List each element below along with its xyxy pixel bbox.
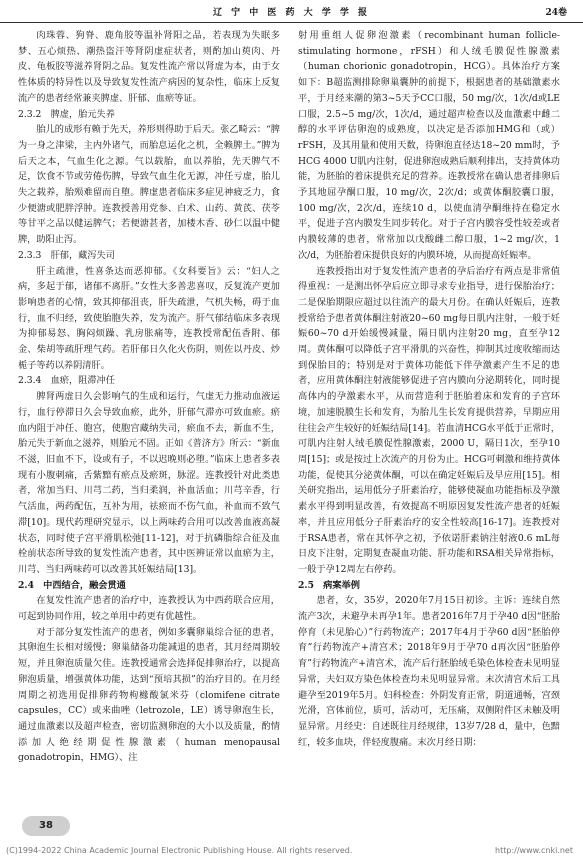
subsection-heading: 2.3.2 脾虚，胎元失养 xyxy=(18,108,115,120)
page-footer xyxy=(0,844,583,858)
copyright-notice: (C)1994-2022 China Academic Journal Electronic Publishing House. All rights reserved. xyxy=(6,846,353,855)
subsection-heading: 2.3.3 肝郁，藏泻失司 xyxy=(18,249,115,261)
left-column xyxy=(18,28,280,766)
body-paragraph: 患者，女，35岁，2020年7月15日初诊。主诉：连续自然流产3次，未避孕未再孕1年。患者2016年7月于孕40 d因“胚胎停育（未见胎心）”行药物流产；2017年4月于孕60 d因“胚胎停育”行药物流产+清宫术；2018年9月于孕70 d再次因“胚胎停育”行药物流产+清宫术，流产后行胚胎绒毛染色体检查未见明显异常，夫妇双方染色体检查均未见明显异常。末次清宫术后工具避孕至2019年5月。妇科检查：外阴发育正常，阴道通畅，宫颈光滑，宫体前位，质可，活动可，无压痛，双侧附件区未触及明显异常。月经史：自述既往月经规律，13岁7/28 d，量中，色黯红，较多血块，伴轻度腹痛。末次月经日期： xyxy=(298,595,560,748)
body-paragraph: 胎儿的成形有赖于先天，养形则得助于后天。张乙畸云：“脾为一身之津梁，主内外诸气，而胎息运化之机，全赖脾土。”脾为后天之本，气血生化之源。气以载胎，血以养胎，先天脾气不足，饮食不节或劳倦伤脾，导致气血生化无源，冲任亏虚，胎儿失之载养，胎殒难留而自堕。脾虚患者临床多症见神疲乏力，食少便溏或肥胖浮肿。连教授善用党参、白术、山药、黄芪、茯苓等甘平之品以健运脾气；若便溏甚者，加楼木香、砂仁以温中健脾，助阳止泻。 xyxy=(18,124,280,246)
subsection-heading: 2.3.4 血瘀，阻滞冲任 xyxy=(18,375,115,387)
journal-title: 辽 宁 中 医 药 大 学 学 报 xyxy=(212,8,371,18)
body-paragraph: 肉珠蓉、狗脊、鹿角胶等温补肾阳之品，若表现为失眠多梦、五心烦热、潮热盗汗等肾阴虚症状者，则酌加山萸肉、丹皮、龟板胶等滋养肾阴之品。复发性流产常以肾虚为本，由于女性体质的特异性以及导致复发性流产病因的复杂性，临床上反复流产的患者经常兼夹脾虚、肝郁、血瘀等证。 xyxy=(18,30,280,104)
running-header xyxy=(0,0,583,23)
body-paragraph: 对于部分复发性流产的患者，例如多囊卵巢综合征的患者，其卵泡生长相对缓慢；卵巢储备功能减退的患者，其月经周期较短，并且卵泡质量欠佳。连教授通常会选择促排卵治疗，以提高卵泡质量，增强黄体功能，达到“预培其损”的治疗目的。在月经周期之初选用促排卵药物枸橼酸氯米芬（clomifene citrate capsules，CC）或来曲唑（letrozole，LE）诱导卵泡生长，通过血激素以及超声检查，密切监测卵泡的大小以及质量，酌情添加人绝经期促性腺激素（human menopausal gonadotropin，HMG）、注 xyxy=(18,626,280,764)
body-paragraph: 脾肾两虚日久会影响气的生成和运行，气虚无力推动血液运行，血行停滞日久会导致血瘀，此外，肝郁气滞亦可致血瘀。瘀血内阻于冲任、胞宫，使胞宫藏纳失司，瘀血不去，新血不生，胎元失于新血之滋养，则胎元不固。正如《普济方》所云：“新血不滋，旧血不下，设或有子，不以迟晚则必堕。”临床上患者多表现有小腹刺痛，舌紫黯有瘀点及瘀斑，脉涩。连教授针对此类患者，常加当归、川芎二药，当归柔润，补血活血；川芎辛香，行气活血，两药配伍，互补为用，祛瘀而不伤气血，补血而不致气滞[10]。现代药理研究显示，以上两味药合用可以改善血液高凝状态，同时使子宫平滑肌松弛[11-12]，对于抗磷脂综合征及血栓前状态所导致的复发性流产患者，其中医辨证常以血瘀为主，川芎、当归两味药可以改善其妊娠结局[13]。 xyxy=(18,391,280,575)
section-heading: 2.4 中西结合，融会贯通 xyxy=(18,579,126,591)
section-heading: 2.5 病案举例 xyxy=(298,579,360,591)
site-link[interactable]: http://www.cnki.net xyxy=(495,846,573,855)
body-paragraph: 在复发性流产患者的治疗中，连教授认为中西药联合应用，可起到协同作用，较之单用中药更有优越性。 xyxy=(18,595,280,623)
body-paragraph: 射用重组人促卵泡激素（recombinant human follicle-stimulating hormone，rFSH）和人绒毛膜促性腺激素（human chorionic gonadotropin，HCG）。具体治疗方案如下：B超监测排除卵巢囊肿的前提下，根据患者的基础激素水平，于月经来潮的第3~5天予CC口服，50 mg/次，1次/d或LE口服，2.5~5 mg/次，1次/d，通过超声检查以及血激素中雌二醇的水平评估卵泡的成熟度，以决定是否添加HMG和（或）rFSH，及其用量和使用天数，待卵泡直径达18~20 mm时，予HCG 4000 U肌内注射，促进卵泡成熟后顺利排出，支持黄体功能，为胚胎的着床提供充足的营养。连教授常在确认患者排卵后予其地屈孕酮口服，10 mg/次，2次/d；或黄体酮胶囊口服，100 mg/次，2次/d，连续10 d，以使血清孕酮维持在稳定水平，促进子宫内膜发生同步转化。对于子宫内膜容受性较差或者内膜较薄的患者，常常加以戊酸雌二醇口服，1~2 mg/次，1次/d，为胚胎着床提供良好的内膜环境，从而提高妊娠率。 xyxy=(298,30,560,261)
page-number-badge: 38 xyxy=(22,816,70,836)
body-paragraph: 肝主疏泄，性喜条达而恶抑郁。《女科要旨》云：“妇人之病，多起于郁，诸郁不离肝。”女性大多善悲喜叹，反复流产更加影响患者的心情，致其抑郁沮丧，肝失疏泄，气机失畅，碍于血行，血不归经，致使胎胞失养，发为流产。肝气郁结临床多表现为抑郁易怒、胸闷烦躁、乳房胀痛等，连教授常配伍香附、郁金、柴胡等疏肝理气药。若肝郁日久化火伤阴，则佐以丹皮、炒栀子等药以养阴清肝。 xyxy=(18,265,280,371)
body-paragraph: 连教授指出对于复发性流产患者的孕后治疗有两点是非常值得重视：一是测出怀孕后应立即寻求专业指导，进行保胎治疗；二是保胎期限应超过以往流产的最大月份。在确认妊娠后，连教授常给予患者黄体酮注射液20~60 mg每日肌内注射，一般于妊娠60~70 d开始缓慢减量，隔日肌内注射20 mg，直至孕12周。黄体酮可以降低子宫平滑肌的兴奋性，抑制其过度收缩而达到保胎目的；特别是对于黄体功能低下伴孕激素产生不足的患者，应用黄体酮注射液能够促进子宫内膜向分泌期转化，同时提高体内的孕激素水平，从而营造利于胚胎着床和发育的子宫环境，加速脱膜生长和发育，为胎儿生长发育提供营养，早期应用往往会产生较好的妊娠结局[14]。若血清HCG水平低于正常时，可肌内注射人绒毛膜促性腺激素，2000 U，隔日1次，至孕10周[15]；或是按过上次流产的月份为止。HCG可刺激和维持黄体功能，促使其分泌黄体酮，可以在确定妊娠后及早应用[15]。相关研究指出，运用低分子肝素治疗，能够使凝血功能指标及孕激素水平得到明显改善，有效提高不明原因复发性流产患者的妊娠率，并且应用低分子肝素治疗的安全性较高[16-17]。连教授对于RSA患者，常在其怀孕之初，予依诺肝素钠注射液0.6 mL每日皮下注射，定期复查凝血功能、肝功能和RSA相关异常指标，一般于孕12周左右停药。 xyxy=(298,265,560,575)
right-column xyxy=(298,28,560,750)
volume-number: 24卷 xyxy=(545,8,567,18)
